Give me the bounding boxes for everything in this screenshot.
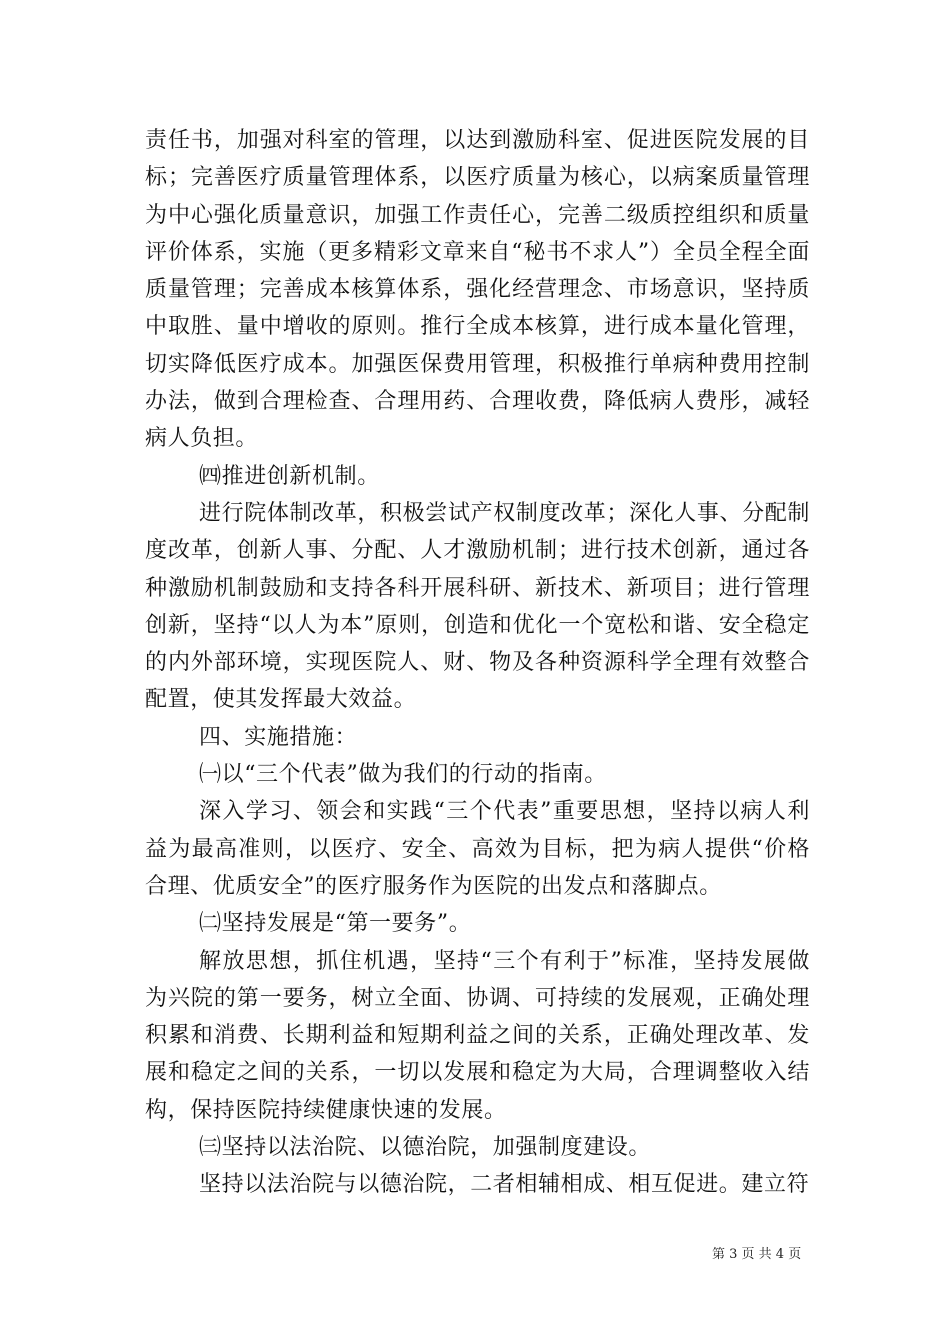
heading-first-priority: ㈡坚持发展是“第一要务”。 bbox=[199, 911, 472, 937]
heading-three-represents: ㈠以“三个代表”做为我们的行动的指南。 bbox=[199, 762, 607, 788]
paragraph-continuation-responsibility: 责任书，加强对科室的管理，以达到激励科室、促进医院发展的目标；完善医疗质量管理体系，以医疗质量为核心，以病案质量管理为中心强化质量意识，加强工作责任心，完善二级质控组织和质量评价体系，实施（更多精彩文章来自“秘书不求人”）全员全程全面质量管理；完善成本核算体系，强化经营理念、市场意识，坚持质中取胜、量中增收的原则。推行全成本核算，进行成本量化管理，切实降低医疗成本。加强医保费用管理，积极推行单病种费用控制办法，做到合理检查、合理用药、合理收费，降低病人费彤，减轻病人负担。 bbox=[145, 128, 810, 452]
heading-rule-of-law: ㈢坚持以法治院、以德治院，加强制度建设。 bbox=[199, 1135, 652, 1161]
paragraph-rule-of-law: 坚持以法治院与以德治院，二者相辅相成、相互促进。建立符 bbox=[199, 1172, 810, 1198]
paragraph-first-priority: 解放思想，抓住机遇，坚持“三个有利于”标准，坚持发展做为兴院的第一要务，树立全面、协调、可持续的发展观，正确处理积累和消费、长期利益和短期利益之间的关系，正确处理改革、发展和稳定之间的关系，一切以发展和稳定为大局，合理调整收入结构，保持医院持续健康快速的发展。 bbox=[145, 948, 810, 1123]
paragraph-innovation-mechanism: 进行院体制改革，积极尝试产权制度改革；深化人事、分配制度改革，创新人事、分配、人才激励机制；进行技术创新，通过各种激励机制鼓励和支持各科开展科研、新技术、新项目；进行管理创新，坚持“以人为本”原则，创造和优化一个宽松和谐、安全稳定的内外部环境，实现医院人、财、物及各种资源科学全理有效整合配置，使其发挥最大效益。 bbox=[145, 500, 810, 713]
heading-innovation-mechanism: ㈣推进创新机制。 bbox=[199, 463, 380, 489]
paragraph-three-represents: 深入学习、领会和实践“三个代表”重要思想，坚持以病人利益为最高准则，以医疗、安全、高效为目标，把为病人提供“价格合理、优质安全”的医疗服务作为医院的出发点和落脚点。 bbox=[145, 799, 810, 899]
document-body bbox=[145, 122, 810, 1204]
heading-implementation-measures: 四、实施措施： bbox=[199, 724, 358, 750]
page-number-footer: 第 3 页 共 4 页 bbox=[712, 1247, 802, 1262]
